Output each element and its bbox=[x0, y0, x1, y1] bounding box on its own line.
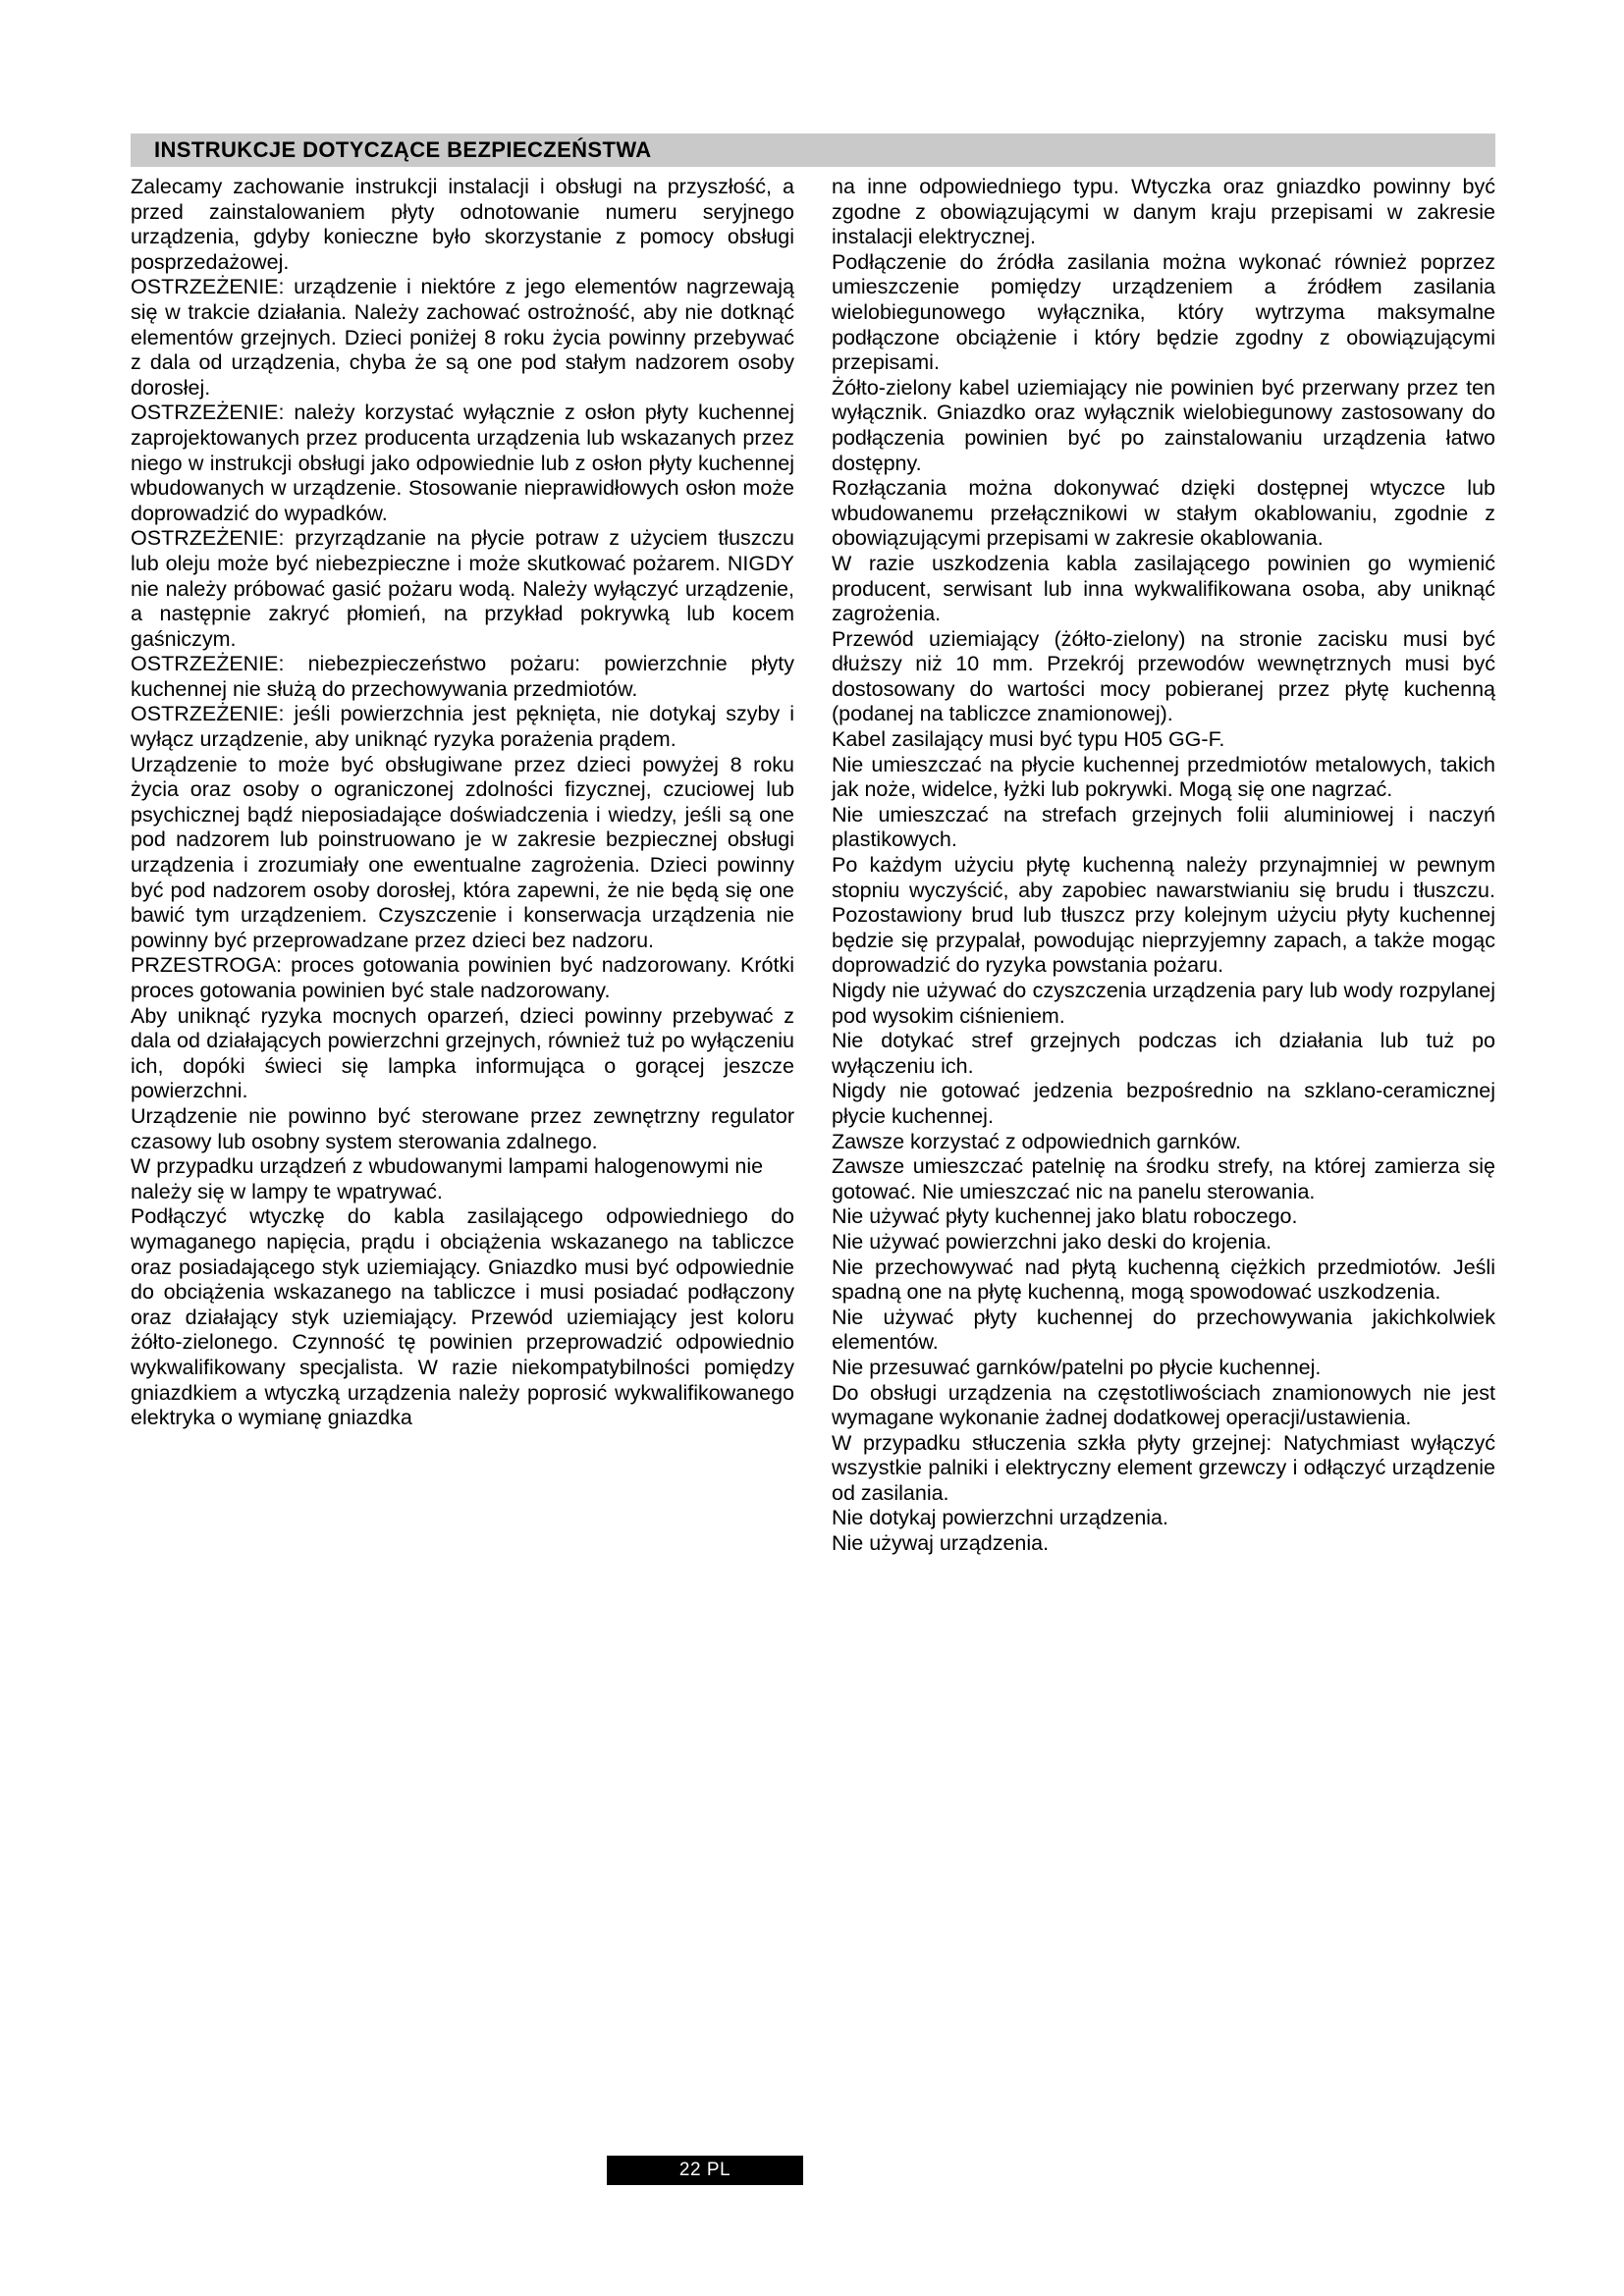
paragraph: W przypadku stłuczenia szkła płyty grzejnej: Natychmiast wyłączyć wszystkie palniki i elektryczny element grzewczy i odłączyć urządzenie od zasilania. bbox=[832, 1430, 1495, 1505]
paragraph: Kabel zasilający musi być typu H05 GG-F. bbox=[832, 727, 1225, 752]
left-column bbox=[131, 175, 794, 1557]
two-column-body bbox=[131, 175, 1495, 1557]
paragraph: Nie umieszczać na strefach grzejnych folii aluminiowej i naczyń plastikowych. bbox=[832, 802, 1495, 852]
page-title: INSTRUKCJE DOTYCZĄCE BEZPIECZEŃSTWA bbox=[154, 137, 652, 162]
paragraph: Nigdy nie używać do czyszczenia urządzenia pary lub wody rozpylanej pod wysokim ciśnieniem. bbox=[832, 979, 1495, 1028]
paragraph: OSTRZEŻENIE: przyrządzanie na płycie potraw z użyciem tłuszczu lub oleju może być niebezpieczne i może skutkować pożarem. NIGDY nie należy próbować gasić pożaru wodą. Należy wyłączyć urządzenie, a następnie zakryć płomień, na przykład pokrywką lub kocem gaśniczym. bbox=[131, 526, 794, 651]
paragraph: Nie używać płyty kuchennej jako blatu roboczego. bbox=[832, 1204, 1298, 1229]
paragraph: W razie uszkodzenia kabla zasilającego powinien go wymienić producent, serwisant lub inna wykwalifikowana osoba, aby uniknąć zagrożenia. bbox=[832, 551, 1495, 626]
paragraph: Nie dotykać stref grzejnych podczas ich działania lub tuż po wyłączeniu ich. bbox=[832, 1029, 1495, 1078]
paragraph: OSTRZEŻENIE: urządzenie i niektóre z jego elementów nagrzewają się w trakcie działania. Należy zachować ostrożność, aby nie dotknąć elementów grzejnych. Dzieci poniżej 8 roku życia powinny przebywać z dala od urządzenia, chyba że są one pod stałym nadzorem osoby dorosłej. bbox=[131, 275, 794, 400]
paragraph: Podłączyć wtyczkę do kabla zasilającego odpowiedniego do wymaganego napięcia, prądu i obciążenia wskazanego na tabliczce oraz posiadającego styk uziemiający. Gniazdko musi być odpowiednie do obciążenia wskazanego na tabliczce i musi posiadać podłączony oraz działający styk uziemiający. Przewód uziemiający jest koloru żółto-zielonego. Czynność tę powinien przeprowadzić odpowiednio wykwalifikowany specjalista. W razie niekompatybilności pomiędzy gniazdkiem a wtyczką urządzenia należy poprosić wykwalifikowanego elektryka o wymianę gniazdka bbox=[131, 1204, 794, 1430]
paragraph: Do obsługi urządzenia na częstotliwościach znamionowych nie jest wymagane wykonanie żadnej dodatkowej operacji/ustawienia. bbox=[832, 1380, 1495, 1430]
paragraph: Urządzenie to może być obsługiwane przez dzieci powyżej 8 roku życia oraz osoby o ograniczonej zdolności fizycznej, czuciowej lub psychicznej bądź nieposiadające doświadczenia i wiedzy, jeśli są one pod nadzorem lub poinstruowano je w zakresie bezpiecznej obsługi urządzenia i zrozumiały one ewentualne zagrożenia. Dzieci powinny być pod nadzorem osoby dorosłej, która zapewni, że nie będą się one bawić tym urządzeniem. Czyszczenie i konserwacja urządzenia nie powinny być przeprowadzane przez dzieci bez nadzoru. bbox=[131, 752, 794, 952]
paragraph: Aby uniknąć ryzyka mocnych oparzeń, dzieci powinny przebywać z dala od działających powierzchni grzejnych, również tuż po wyłączeniu ich, dopóki świeci się lampka informująca o gorącej jeszcze powierzchni. bbox=[131, 1003, 794, 1103]
paragraph: Nie używać powierzchni jako deski do krojenia. bbox=[832, 1229, 1272, 1254]
paragraph: Zalecamy zachowanie instrukcji instalacji i obsługi na przyszłość, a przed zainstalowaniem płyty odnotowanie numeru seryjnego urządzenia, gdyby konieczne było skorzystanie z pomocy obsługi posprzedażowej. bbox=[131, 175, 794, 274]
paragraph: Zawsze korzystać z odpowiednich garnków. bbox=[832, 1129, 1242, 1153]
paragraph: Nie dotykaj powierzchni urządzenia. bbox=[832, 1506, 1168, 1530]
paragraph: Nie używaj urządzenia. bbox=[832, 1531, 1050, 1556]
paragraph: Żółto-zielony kabel uziemiający nie powinien być przerwany przez ten wyłącznik. Gniazdko oraz wyłącznik wielobiegunowy zastosowany do podłączenia powinien być po zainstalowaniu urządzenia łatwo dostępny. bbox=[832, 375, 1495, 475]
paragraph: Nigdy nie gotować jedzenia bezpośrednio na szklano-ceramicznej płycie kuchennej. bbox=[832, 1079, 1495, 1128]
paragraph: OSTRZEŻENIE: należy korzystać wyłącznie z osłon płyty kuchennej zaprojektowanych przez producenta urządzenia lub wskazanych przez niego w instrukcji obsługi jako odpowiednie lub z osłon płyty kuchennej wbudowanych w urządzenie. Stosowanie nieprawidłowych osłon może doprowadzić do wypadków. bbox=[131, 400, 794, 525]
paragraph: Po każdym użyciu płytę kuchenną należy przynajmniej w pewnym stopniu wyczyścić, aby zapobiec nawarstwianiu się brudu i tłuszczu. Pozostawiony brud lub tłuszcz przy kolejnym użyciu płyty kuchennej będzie się przypalał, powodując nieprzyjemny zapach, a także mogąc doprowadzić do ryzyka powstania pożaru. bbox=[832, 853, 1495, 978]
right-column bbox=[832, 175, 1495, 1557]
paragraph: Przewód uziemiający (żółto-zielony) na stronie zacisku musi być dłuższy niż 10 mm. Przekrój przewodów wewnętrznych musi być dostosowany do wartości mocy pobieranej przez płytę kuchenną (podanej na tabliczce znamionowej). bbox=[832, 626, 1495, 726]
page-number: 22 PL bbox=[678, 2160, 731, 2180]
paragraph: OSTRZEŻENIE: jeśli powierzchnia jest pęknięta, nie dotykaj szyby i wyłącz urządzenie, aby uniknąć ryzyka porażenia prądem. bbox=[131, 702, 794, 752]
paragraph: na inne odpowiedniego typu. Wtyczka oraz gniazdko powinny być zgodne z obowiązującymi w danym kraju przepisami w zakresie instalacji elektrycznej. bbox=[832, 175, 1495, 249]
paragraph: Zawsze umieszczać patelnię na środku strefy, na której zamierza się gotować. Nie umieszczać nic na panelu sterowania. bbox=[832, 1154, 1495, 1203]
paragraph: PRZESTROGA: proces gotowania powinien być nadzorowany. Krótki proces gotowania powinien być stale nadzorowany. bbox=[131, 953, 794, 1002]
page-footer bbox=[607, 2156, 803, 2185]
paragraph: Podłączenie do źródła zasilania można wykonać również poprzez umieszczenie pomiędzy urządzeniem a źródłem zasilania wielobiegunowego wyłącznika, który wytrzyma maksymalne podłączone obciążenie i który będzie zgodny z obowiązującymi przepisami. bbox=[832, 249, 1495, 375]
paragraph: OSTRZEŻENIE: niebezpieczeństwo pożaru: powierzchnie płyty kuchennej nie służą do przechowywania przedmiotów. bbox=[131, 652, 794, 701]
section-header-bar bbox=[131, 133, 1495, 167]
paragraph: Nie przesuwać garnków/patelni po płycie kuchennej. bbox=[832, 1355, 1322, 1379]
paragraph: Nie umieszczać na płycie kuchennej przedmiotów metalowych, takich jak noże, widelce, łyżki lub pokrywki. Mogą się one nagrzać. bbox=[832, 752, 1495, 802]
paragraph: Urządzenie nie powinno być sterowane przez zewnętrzny regulator czasowy lub osobny system sterowania zdalnego. bbox=[131, 1103, 794, 1153]
paragraph: W przypadku urządzeń z wbudowanymi lampami halogenowymi nie należy się w lampy te wpatrywać. bbox=[131, 1154, 764, 1203]
paragraph: Nie przechowywać nad płytą kuchenną ciężkich przedmiotów. Jeśli spadną one na płytę kuchenną, mogą spowodować uszkodzenia. bbox=[832, 1255, 1495, 1305]
paragraph: Rozłączania można dokonywać dzięki dostępnej wtyczce lub wbudowanemu przełącznikowi w stałym okablowaniu, zgodnie z obowiązującymi przepisami w zakresie okablowania. bbox=[832, 476, 1495, 551]
paragraph: Nie używać płyty kuchennej do przechowywania jakichkolwiek elementów. bbox=[832, 1305, 1495, 1355]
